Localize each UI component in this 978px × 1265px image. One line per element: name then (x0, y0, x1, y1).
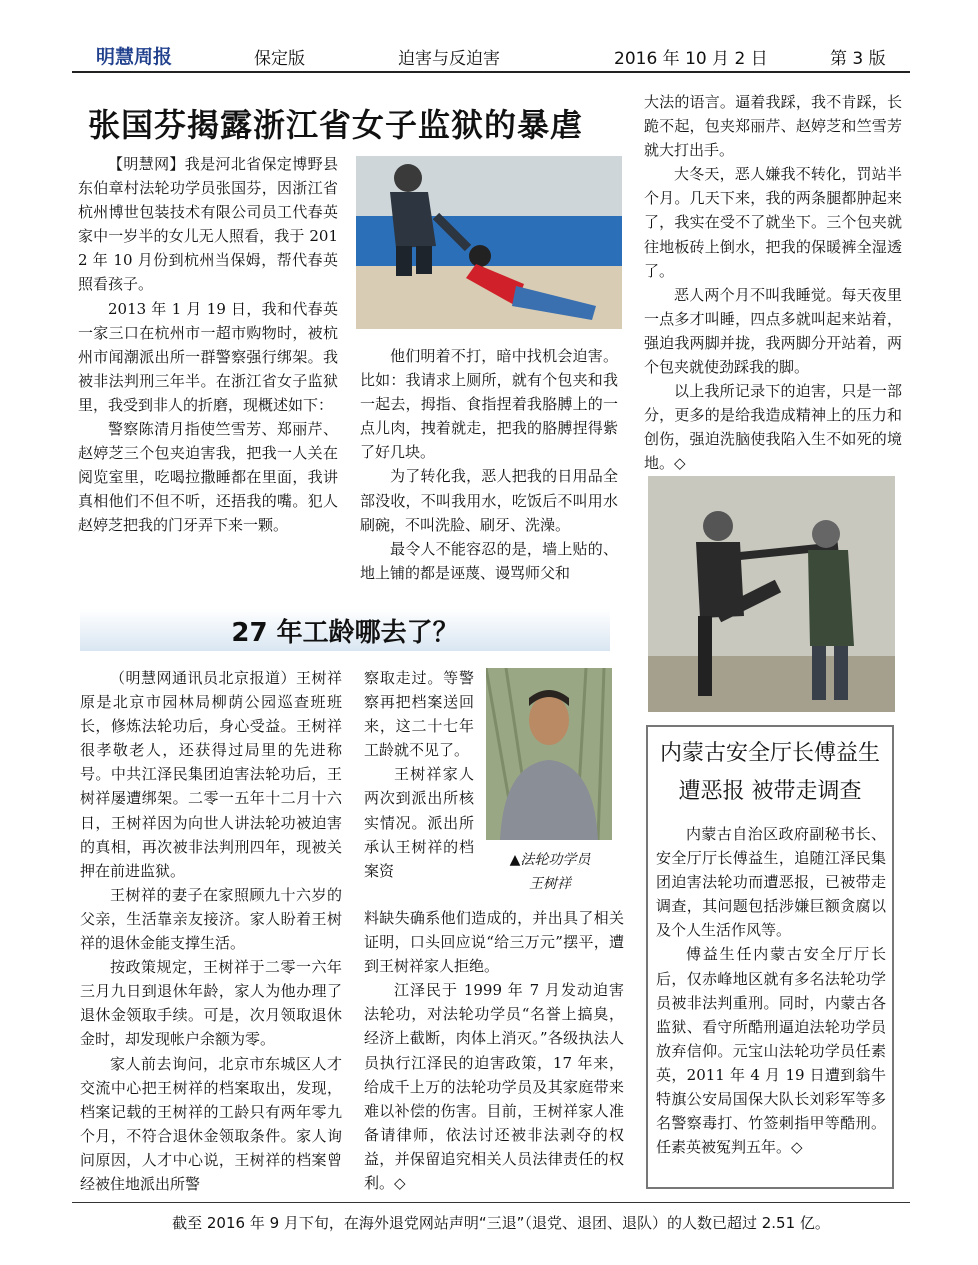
caption-line: ▲法轮功学员 (509, 852, 591, 868)
paragraph: 大法的语言。逼着我踩，我不肯踩，长跪不起，包夹郑丽芹、赵婷芝和竺雪芳就大打出手。 (644, 93, 902, 160)
page-number: 第 3 版 (830, 49, 886, 69)
paragraph: 料缺失确系他们造成的，并出具了相关证明，口头回应说“给三万元”摆平，遭到王树祥家人拒绝。 (364, 909, 624, 976)
paragraph: 大冬天，恶人嫌我不转化，罚站半个月。几天下来，我的两条腿都肿起来了，我实在受不了就坐下。三个包夹就往地板砖上倒水，把我的保暖裤全湿透了。 (644, 165, 902, 280)
paragraph: 警察陈清月指使竺雪芳、郑丽芹、赵婷芝三个包夹迫害我，把我一人关在阅览室里，吃喝拉撒睡都在里面，我讲真相他们不但不听，还捂我的嘴。犯人赵婷芝把我的门牙弄下来一颗。 (78, 420, 338, 535)
issue-date: 2016 年 10 月 2 日 (614, 49, 768, 69)
paragraph: 以上我所记录下的迫害，只是一部分，更多的是给我造成精神上的压力和创伤，强迫洗脑使我陷入生不如死的境地。◇ (644, 382, 902, 473)
paragraph: 按政策规定，王树祥于二零一六年三月九日到退休年龄，家人为他办理了退休金领取手续。可是，次月领取退休金时，却发现帐户余额为零。 (80, 958, 342, 1049)
article1-col2 (360, 344, 618, 585)
paragraph: 家人前去询问，北京市东城区人才交流中心把王树祥的档案取出，发现，档案记载的王树祥的工龄只有两年零九个月，不符合退休金领取条件。家人询问原因，人才中心说，王树祥的档案曾经被住地派出所警 (80, 1054, 342, 1193)
paragraph: 他们明着不打，暗中找机会迫害。比如：我请求上厕所，就有个包夹和我一起去，拇指、食指捏着我胳膊上的一点儿肉，拽着就走，把我的胳膊捏得紫了好几块。 (360, 347, 618, 462)
paragraph: 察取走过。等警察再把档案送回来，这二十七年工龄就不见了。 (364, 669, 474, 760)
masthead-brand: 明慧周报 (96, 46, 173, 68)
article2-title: 27 年工龄哪去了？ (231, 618, 459, 648)
paragraph: 2013 年 1 月 19 日，我和代春英一家三口在杭州市一超市购物时，被杭州市闻潮派出所一群警察强行绑架。我被非法判刑三年半。在浙江省女子监狱里，我受到非人的折磨，现概述如下： (78, 299, 338, 414)
article1-title: 张国芬揭露浙江省女子监狱的暴虐 (88, 106, 584, 144)
title-line: 内蒙古安全厅长傅益生 (659, 741, 880, 766)
article2-photo-portrait (486, 668, 612, 840)
article1-col1 (78, 152, 338, 538)
title-line: 遭恶报 被带走调查 (678, 779, 862, 804)
paragraph: 最令人不能容忍的是，墙上贴的、地上铺的都是诬蔑、谩骂师父和 (360, 539, 618, 582)
paragraph: 为了转化我，恶人把我的日用品全部没收，不叫我用水，吃饭后不叫用水刷碗，不叫洗脸、刷牙、洗澡。 (360, 467, 618, 534)
article1-col3 (644, 90, 902, 476)
article1-photo-kicking (648, 476, 895, 712)
paragraph: 恶人两个月不叫我睡觉。每天夜里一点多才叫睡，四点多就叫起来站着，强迫我两脚并拢，我两脚分开站着，两个包夹就使劲踩我的脚。 (644, 285, 902, 377)
paragraph: 江泽民于 1999 年 7 月发动迫害法轮功，对法轮功学员“名誉上搞臭，经济上截断，肉体上消灭。”各级执法人员执行江泽民的迫害政策，17 年来，给成千上万的法轮功学员及其家庭带来难以补偿的伤害。目前，王树祥家人准备请律师，依法讨还被非法剥夺的权益，并保留追究相关人员法律责任的权利。◇ (364, 981, 624, 1193)
footer-rule (72, 1202, 910, 1203)
paragraph: 【明慧网】我是河北省保定博野县东伯章村法轮功学员张国芬，因浙江省杭州博世包装技术有限公司员工代春英家中一岁半的女儿无人照看，我于 2012 年 10 月份到杭州当保姆，帮代春英照看孩子。 (78, 155, 338, 294)
article2-col2-narrow (364, 666, 474, 883)
paragraph: 王树祥的妻子在家照顾九十六岁的父亲，生活靠亲友接济。家人盼着王树祥的退休金能支撑生活。 (80, 885, 342, 953)
article3-body (656, 822, 886, 1159)
paragraph: （明慧网通讯员北京报道）王树祥原是北京市园林局柳荫公园巡查班班长，修炼法轮功后，身心受益。王树祥很孝敬老人，还获得过局里的先进称号。中共江泽民集团迫害法轮功后，王树祥屡遭绑架。二零一五年十二月十六日，王树祥因为向世人讲法轮功被迫害的真相，再次被非法判刑四年，现被关押在前进监狱。 (80, 669, 342, 880)
section-label: 迫害与反迫害 (398, 49, 500, 69)
paragraph: 傅益生任内蒙古安全厅厅长后，仅赤峰地区就有多名法轮功学员被非法判重刑。同时，内蒙古各监狱、看守所酷刑逼迫法轮功学员放弃信仰。元宝山法轮功学员任素英，2011 年 4 月 19 日遭到翁牛特旗公安局国保大队长刘彩军等多名警察毒打、竹签刺指甲等酷刑。任素英被冤判五年。◇ (656, 945, 886, 1157)
article3-title (646, 735, 894, 811)
article2-col2-wide (364, 906, 624, 1195)
caption-line: 王树祥 (529, 876, 571, 892)
article1-photo-dragging (356, 156, 622, 329)
footer-notice: 截至 2016 年 9 月下旬，在海外退党网站声明“三退”（退党、退团、退队）的人数已超过 2.51 亿。 (172, 1214, 830, 1232)
header-rule (72, 71, 910, 73)
paragraph: 内蒙古自治区政府副秘书长、安全厅厅长傅益生，追随江泽民集团迫害法轮功而遭恶报，已被带走调查，其问题包括涉嫌巨额贪腐以及个人生活作风等。 (656, 825, 886, 940)
article2-photo-caption (486, 848, 614, 896)
article2-col1 (80, 666, 342, 1196)
edition-label: 保定版 (254, 49, 305, 69)
paragraph: 王树祥家人两次到派出所核实情况。派出所承认王树祥的档案资 (364, 765, 474, 880)
